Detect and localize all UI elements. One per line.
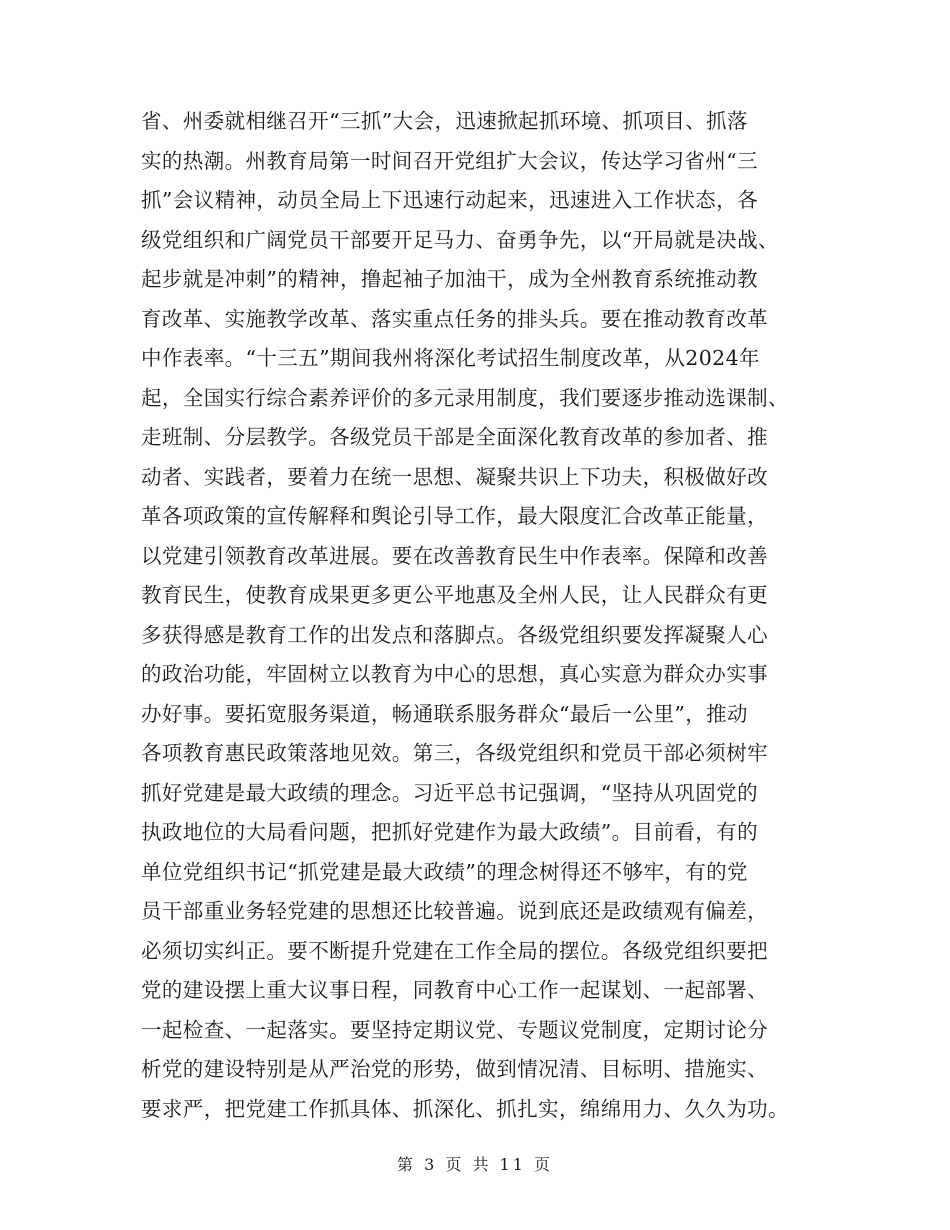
text-line: 中作表率。“十三五”期间我州将深化考试招生制度改革，从2024年 bbox=[141, 346, 760, 370]
text-line: 以党建引领教育改革进展。要在改善教育民生中作表率。保障和改善 bbox=[141, 543, 768, 568]
text-line: 一起检查、一起落实。要坚持定期议党、专题议党制度，定期讨论分 bbox=[141, 1017, 768, 1042]
text-line: 省、州委就相继召开“三抓”大会，迅速掀起抓环境、抓项目、抓落 bbox=[141, 109, 748, 133]
text-line: 党的建设摆上重大议事日程，同教育中心工作一起谋划、一起部署、 bbox=[141, 978, 768, 1002]
text-line: 的政治功能，牢固树立以教育为中心的思想，真心实意为群众办实事 bbox=[141, 662, 768, 686]
text-line: 级党组织和广阔党员干部要开足马力、奋勇争先，以“开局就是决战、 bbox=[141, 227, 779, 252]
text-line: 起，全国实行综合素养评价的多元录用制度，我们要逐步推动选课制、 bbox=[141, 385, 789, 410]
text-line: 必须切实纠正。要不断提升党建在工作全局的摆位。各级党组织要把 bbox=[141, 938, 768, 963]
page-number-footer: 第 3 页 共 11 页 bbox=[397, 1155, 553, 1174]
text-line: 员干部重业务轻党建的思想还比较普遍。说到底还是政绩观有偏差， bbox=[141, 899, 768, 923]
body-text bbox=[141, 102, 821, 1129]
text-line: 抓好党建是最大政绩的理念。习近平总书记强调，“坚持从巩固党的 bbox=[141, 780, 758, 805]
text-line: 育改革、实施教学改革、落实重点任务的排头兵。要在推动教育改革 bbox=[141, 306, 768, 331]
text-line: 执政地位的大局看问题，把抓好党建作为最大政绩”。目前看，有的 bbox=[141, 820, 758, 844]
text-line: 办好事。要拓宽服务渠道，畅通联系服务群众“最后一公里”，推动 bbox=[141, 701, 748, 726]
text-line: 实的热潮。州教育局第一时间召开党组扩大会议，传达学习省州“三 bbox=[141, 148, 758, 173]
text-line: 析党的建设特别是从严治党的形势，做到情况清、目标明、措施实、 bbox=[141, 1057, 768, 1081]
text-line: 走班制、分层教学。各级党员干部是全面深化教育改革的参加者、推 bbox=[141, 425, 768, 449]
text-line: 抓”会议精神，动员全局上下迅速行动起来，迅速进入工作状态，各 bbox=[141, 188, 758, 212]
text-line: 多获得感是教育工作的出发点和落脚点。各级党组织要发挥凝聚人心 bbox=[141, 622, 768, 647]
text-line: 革各项政策的宣传解释和舆论引导工作，最大限度汇合改革正能量， bbox=[141, 504, 768, 528]
text-line: 起步就是冲刺”的精神，撸起袖子加油干，成为全州教育系统推动教 bbox=[141, 267, 758, 291]
text-line: 各项教育惠民政策落地见效。第三，各级党组织和党员干部必须树牢 bbox=[141, 741, 768, 765]
text-line: 教育民生，使教育成果更多更公平地惠及全州人民，让人民群众有更 bbox=[141, 583, 768, 607]
text-line: 单位党组织书记“抓党建是最大政绩”的理念树得还不够牢，有的党 bbox=[141, 859, 748, 884]
text-line: 动者、实践者，要着力在统一思想、凝聚共识上下功夫，积极做好改 bbox=[141, 464, 768, 489]
text-line: 要求严，把党建工作抓具体、抓深化、抓扎实，绵绵用力、久久为功。 bbox=[141, 1096, 789, 1121]
